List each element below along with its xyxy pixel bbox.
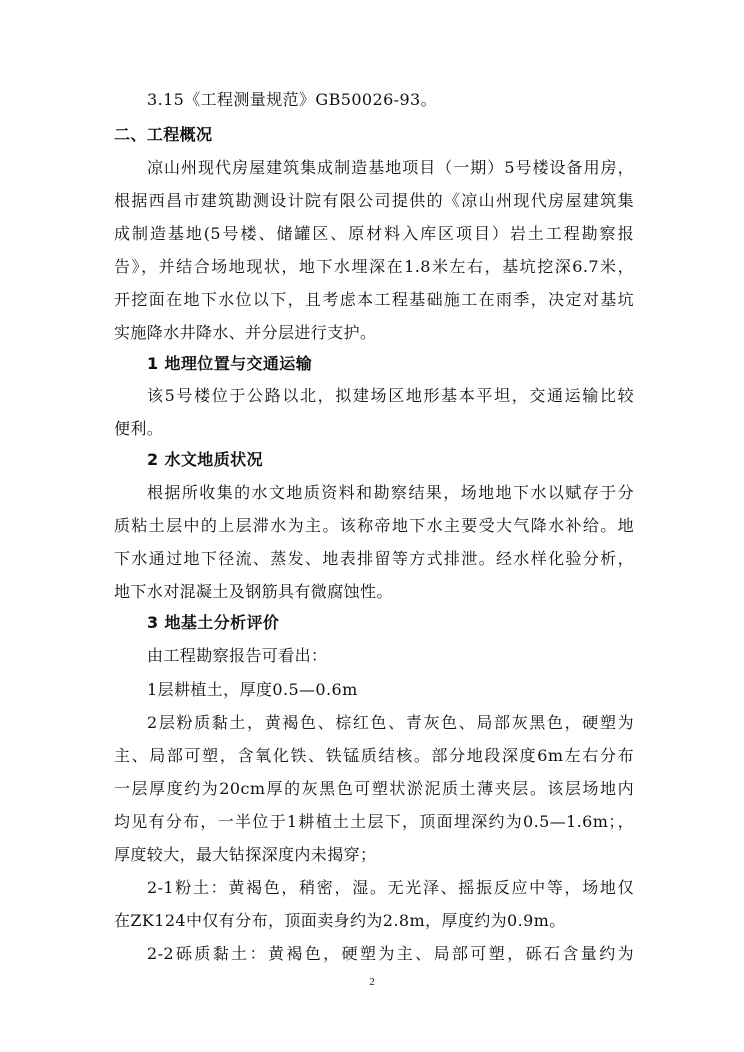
soil-layer-2-line: 厚度较大，最大钻探深度内未揭穿；: [114, 845, 377, 864]
hydro-line: 地下水对混凝土及钢筋具有微腐蚀性。: [114, 582, 393, 601]
soil-layer-2-2-line: 2-2砾质黏土：黄褐色，硬塑为主、局部可塑，砾石含量约为: [147, 944, 634, 963]
soil-layer-2-line: 均见有分布，一半位于1耕植土土层下，顶面埋深约为0.5—1.6m；，: [114, 812, 634, 831]
hydro-line: 根据所收集的水文地质资料和勘察结果，场地地下水以赋存于分: [147, 483, 634, 502]
soil-layer-2-line: 一层厚度约为20cm厚的灰黑色可塑状淤泥质土薄夹层。该层场地内: [114, 779, 634, 798]
overview-line: 开挖面在地下水位以下，且考虑本工程基础施工在雨季，决定对基坑: [114, 290, 634, 309]
soil-layer-2-line: 主、局部可塑，含氧化铁、铁锰质结核。部分地段深度6m左右分布: [114, 746, 634, 765]
section-title: 二、工程概况: [114, 125, 213, 144]
subsection-title-location: 1 地理位置与交通运输: [147, 354, 313, 373]
soil-layer-2-1-line: 2-1粉土：黄褐色，稍密，湿。无光泽、摇振反应中等，场地仅: [147, 878, 634, 897]
hydro-line: 质粘土层中的上层滞水为主。该称帝地下水主要受大气降水补给。地: [114, 516, 634, 535]
subsection-title-hydro: 2 水文地质状况: [147, 450, 263, 469]
location-line: 该5号楼位于公路以北，拟建场区地形基本平坦，交通运输比较: [147, 386, 634, 405]
soil-layer-2-1-line: 在ZK124中仅有分布，顶面卖身约为2.8m，厚度约为0.9m。: [114, 911, 566, 930]
overview-line: 成制造基地(5号楼、储罐区、原材料入库区项目）岩土工程勘察报: [114, 224, 634, 243]
soil-layer-2-line: 2层粉质黏土，黄褐色、棕红色、青灰色、局部灰黑色，硬塑为: [147, 713, 634, 732]
subsection-title-soil: 3 地基土分析评价: [147, 613, 280, 632]
hydro-line: 下水通过地下径流、蒸发、地表排留等方式排泄。经水样化验分析，: [114, 549, 634, 568]
location-line: 便利。: [114, 419, 164, 438]
overview-line: 实施降水井降水、并分层进行支护。: [114, 323, 377, 342]
overview-line: 根据西昌市建筑勘测设计院有限公司提供的《凉山州现代房屋建筑集: [114, 191, 634, 210]
soil-layer-1: 1层耕植土，厚度0.5—0.6m: [147, 680, 358, 699]
reference-line: 3.15《工程测量规范》GB50026-93。: [147, 90, 438, 109]
page-number: 2: [369, 976, 375, 988]
overview-line: 凉山州现代房屋建筑集成制造基地项目（一期）5号楼设备用房，: [147, 158, 634, 177]
overview-line: 告》，并结合场地现状，地下水埋深在1.8米左右，基坑挖深6.7米，: [114, 257, 634, 276]
soil-intro: 由工程勘察报告可看出：: [147, 646, 328, 665]
